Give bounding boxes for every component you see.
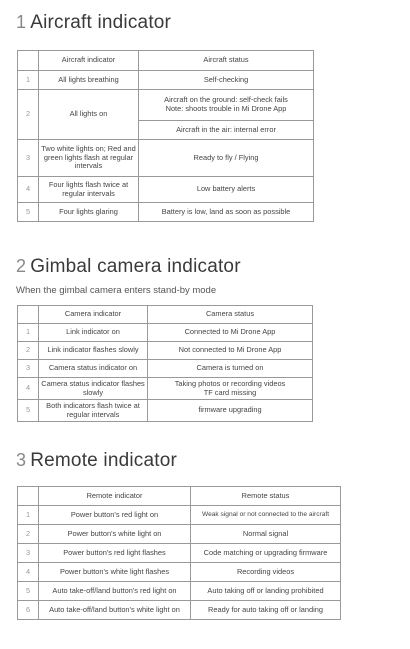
row-index: 2 [18,525,39,544]
row-status: firmware upgrading [148,400,313,422]
header-index [18,487,39,506]
table-row [18,360,313,378]
row-index: 1 [18,324,39,342]
table-row [18,203,314,222]
section-title-text: Remote indicator [30,450,178,471]
header-indicator: Aircraft indicator [39,51,139,71]
row-indicator: Link indicator on [39,324,148,342]
table-row [18,378,313,400]
remote-indicator-table [17,486,341,620]
section-title-aircraft-indicator [16,12,171,34]
row-status: Ready for auto taking off or landing [191,601,341,620]
row-status: Normal signal [191,525,341,544]
row-indicator: Power button's red light on [39,506,191,525]
row-status: Weak signal or not connected to the aircraft [191,506,341,525]
row-indicator: Camera status indicator flashes slowly [39,378,148,400]
row-index: 1 [18,506,39,525]
row-status: Code matching or upgrading firmware [191,544,341,563]
section-number: 3 [16,450,27,470]
table-row [18,544,341,563]
row-index: 5 [18,582,39,601]
row-indicator: Power button's red light flashes [39,544,191,563]
table-row [18,506,341,525]
gimbal-camera-indicator-table [17,305,313,422]
row-index: 2 [18,90,39,140]
row-indicator: Power button's white light on [39,525,191,544]
section-number: 2 [16,256,27,276]
row-status: Battery is low, land as soon as possible [139,203,314,222]
row-indicator: Two white lights on; Red and green lights flash at regular intervals [39,140,139,177]
table-row [18,582,341,601]
table-row [18,324,313,342]
row-status: Connected to Mi Drone App [148,324,313,342]
row-status: Ready to fly / Flying [139,140,314,177]
row-status: Camera is turned on [148,360,313,378]
row-index: 5 [18,203,39,222]
table-row [18,71,314,90]
row-index: 2 [18,342,39,360]
row-index: 3 [18,140,39,177]
table-row [18,601,341,620]
row-indicator: Four lights glaring [39,203,139,222]
aircraft-indicator-table [17,50,314,222]
row-indicator: All lights on [39,90,139,140]
header-index [18,306,39,324]
header-indicator: Remote indicator [39,487,191,506]
table-row [18,90,314,121]
section-title-text: Gimbal camera indicator [30,256,241,277]
row-index: 4 [18,378,39,400]
table-header-row [18,51,314,71]
header-status: Aircraft status [139,51,314,71]
row-status: Recording videos [191,563,341,582]
row-indicator: Auto take-off/land button's white light on [39,601,191,620]
table-row [18,400,313,422]
row-index: 6 [18,601,39,620]
header-index [18,51,39,71]
row-index: 3 [18,360,39,378]
row-index: 4 [18,177,39,203]
row-status: Auto taking off or landing prohibited [191,582,341,601]
row-status: Low battery alerts [139,177,314,203]
table-row [18,525,341,544]
table-header-row [18,487,341,506]
header-status: Camera status [148,306,313,324]
row-indicator: Both indicators flash twice at regular intervals [39,400,148,422]
row-indicator: Link indicator flashes slowly [39,342,148,360]
row-indicator: Power button's white light flashes [39,563,191,582]
table-row [18,563,341,582]
row-index: 4 [18,563,39,582]
row-status: Aircraft in the air: internal error [139,121,314,140]
row-status: Self-checking [139,71,314,90]
table-header-row [18,306,313,324]
row-index: 3 [18,544,39,563]
table-row [18,177,314,203]
row-index: 1 [18,71,39,90]
row-status: Not connected to Mi Drone App [148,342,313,360]
row-status: Taking photos or recording videos TF card missing [148,378,313,400]
table-row [18,140,314,177]
section-title-text: Aircraft indicator [30,12,172,33]
row-indicator: All lights breathing [39,71,139,90]
row-index: 5 [18,400,39,422]
section-number: 1 [16,12,27,32]
section-subtitle: When the gimbal camera enters stand-by mode [16,285,217,296]
row-indicator: Four lights flash twice at regular intervals [39,177,139,203]
row-indicator: Camera status indicator on [39,360,148,378]
header-status: Remote status [191,487,341,506]
section-title-remote-indicator [16,450,177,472]
header-indicator: Camera indicator [39,306,148,324]
row-status: Aircraft on the ground: self-check fails Note: shoots trouble in Mi Drone App [139,90,314,121]
section-title-gimbal-camera-indicator [16,256,241,278]
table-row [18,342,313,360]
row-indicator: Auto take-off/land button's red light on [39,582,191,601]
